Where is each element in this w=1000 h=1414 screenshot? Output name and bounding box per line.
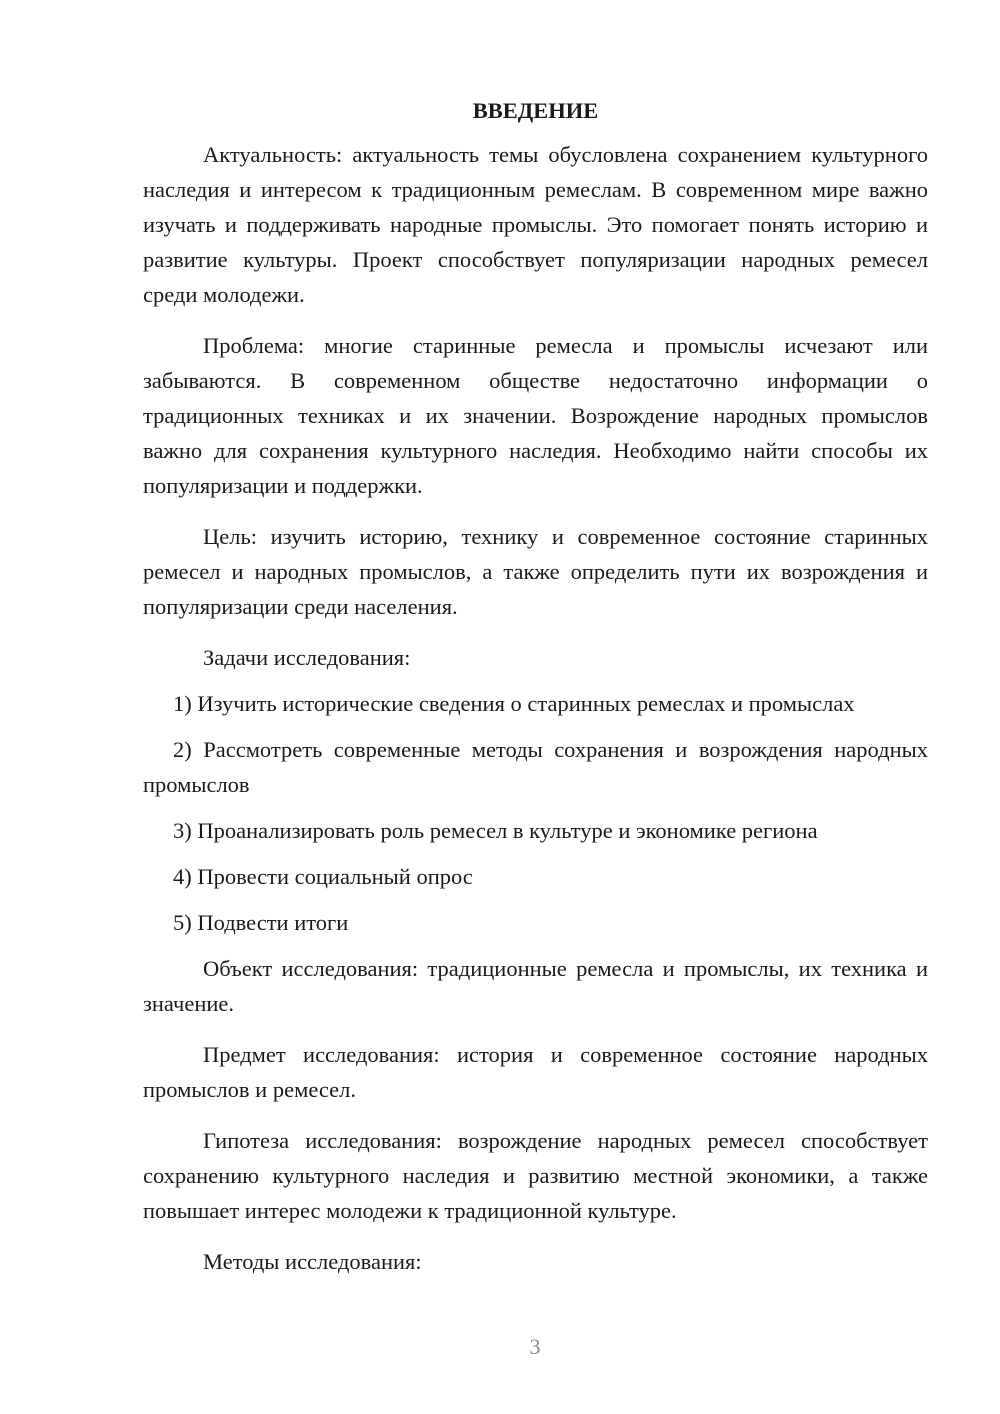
page-number: 3: [529, 1334, 541, 1359]
object-paragraph: Объект исследования: традиционные ремесла и промыслы, их техника и значение.: [143, 956, 928, 1016]
problem-paragraph: Проблема: многие старинные ремесла и промыслы исчезают или забываются. В современном обществе недостаточно информации о традиционных техниках и их значении. Возрождение народных промыслов важно для сохранения культурного наследия. Необходимо найти способы их популяризации и поддержки.: [143, 333, 928, 498]
task-item-1: 1) Изучить исторические сведения о старинных ремеслах и промыслах: [173, 691, 855, 716]
task-item-2: 2) Рассмотреть современные методы сохранения и возрождения народных промыслов: [143, 737, 928, 797]
hypothesis-paragraph: Гипотеза исследования: возрождение народных ремесел способствует сохранению культурного наследия и развитию местной экономики, а также повышает интерес молодежи к традиционной культуре.: [143, 1128, 928, 1223]
task-item-4: 4) Провести социальный опрос: [173, 864, 473, 889]
page-content: [143, 95, 928, 1290]
methods-heading: Методы исследования:: [203, 1249, 422, 1274]
tasks-heading: Задачи исследования:: [203, 645, 411, 670]
subject-paragraph: Предмет исследования: история и современное состояние народных промыслов и ремесел.: [143, 1042, 928, 1102]
section-title: ВВЕДЕНИЕ: [472, 98, 599, 123]
task-item-5: 5) Подвести итоги: [173, 910, 349, 935]
relevance-paragraph: Актуальность: актуальность темы обусловлена сохранением культурного наследия и интересом к традиционным ремеслам. В современном мире важно изучать и поддерживать народные промыслы. Это помогает понять историю и развитие культуры. Проект способствует популяризации народных ремесел среди молодежи.: [143, 142, 928, 307]
goal-paragraph: Цель: изучить историю, технику и современное состояние старинных ремесел и народных промыслов, а также определить пути их возрождения и популяризации среди населения.: [143, 524, 928, 619]
task-item-3: 3) Проанализировать роль ремесел в культуре и экономике региона: [173, 818, 818, 843]
